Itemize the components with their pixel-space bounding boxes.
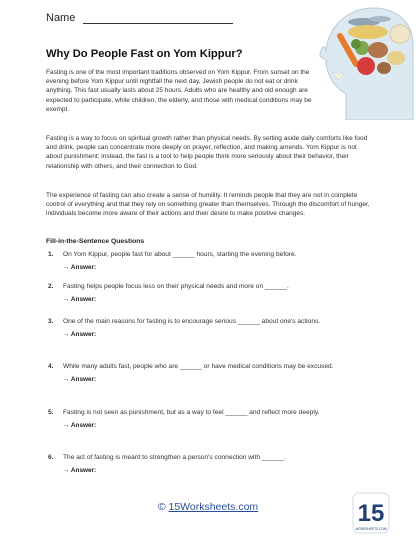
question-text: Fasting is not seen as punishment, but as a way to feel ______ and reflect more deeply.	[63, 409, 320, 416]
question-number: 2.	[48, 283, 54, 290]
head-with-food-icon	[316, 2, 414, 120]
question-item	[48, 317, 370, 340]
question-number: 6.	[48, 454, 54, 461]
question-item	[48, 362, 370, 385]
answer-label: → Answer:	[63, 264, 97, 271]
paragraph-1: Fasting is one of the most important traditions observed on Yom Kippur. From sunset on the evening before Yom Kippur until nightfall the next day, Jewish people do not eat or drink anything. This fast usually lasts about 25 hours. Adults who are healthy and old enough are expected to participate, while children, the elderly, and those with medical conditions may be exempt.	[46, 69, 312, 113]
question-item	[48, 408, 370, 431]
question-item	[48, 453, 370, 476]
name-field-row	[46, 12, 233, 24]
question-text: One of the main reasons for fasting is to encourage serious ______ about one's actions.	[63, 318, 321, 325]
answer-label: → Answer:	[63, 296, 97, 303]
answer-label: → Answer:	[63, 422, 97, 429]
site-link[interactable]: 15Worksheets.com	[168, 501, 259, 513]
paragraph-3: The experience of fasting can also create a sense of humility. It reminds people that they are not in complete control of everything and that they rely on something greater than themselves. Through the discomfort of hunger, individuals become more aware of their actions and their desire to make positive changes.	[46, 192, 370, 218]
logo-number: 15	[357, 500, 385, 527]
logo-text: WORKSHEETS.COM	[355, 527, 387, 531]
15-worksheets-logo	[351, 491, 391, 535]
copyright-symbol: ©	[157, 501, 166, 513]
question-number: 1.	[48, 251, 54, 258]
paragraph-2: Fasting is a way to focus on spiritual growth rather than physical needs. By setting aside daily comforts like food and drink, people can concentrate more deeply on prayer, reflection, and making amends. Yom Kippur is not about punishment; instead, the fast is a tool to help people think more seriously about their behavior, their relationship with others, and their connection to God.	[46, 135, 368, 170]
question-text: While many adults fast, people who are ______ or have medical conditions may be excused.	[63, 363, 334, 370]
questions-heading: Fill-in-the-Sentence Questions	[46, 238, 145, 245]
name-label: Name	[46, 12, 76, 24]
answer-label: → Answer:	[63, 467, 97, 474]
question-text: Fasting helps people focus less on their physical needs and more on ______.	[63, 283, 289, 290]
answer-label: → Answer:	[63, 331, 97, 338]
question-number: 3.	[48, 318, 54, 325]
answer-label: → Answer:	[63, 376, 97, 383]
question-number: 4.	[48, 363, 54, 370]
question-item	[48, 250, 370, 273]
name-input-line[interactable]	[83, 13, 233, 24]
question-item	[48, 282, 370, 305]
question-number: 5.	[48, 409, 54, 416]
question-text: On Yom Kippur, people fast for about ______ hours, starting the evening before.	[63, 251, 297, 258]
question-text: The act of fasting is meant to strengthen a person's connection with ______.	[63, 454, 286, 461]
page-title: Why Do People Fast on Yom Kippur?	[46, 48, 243, 60]
